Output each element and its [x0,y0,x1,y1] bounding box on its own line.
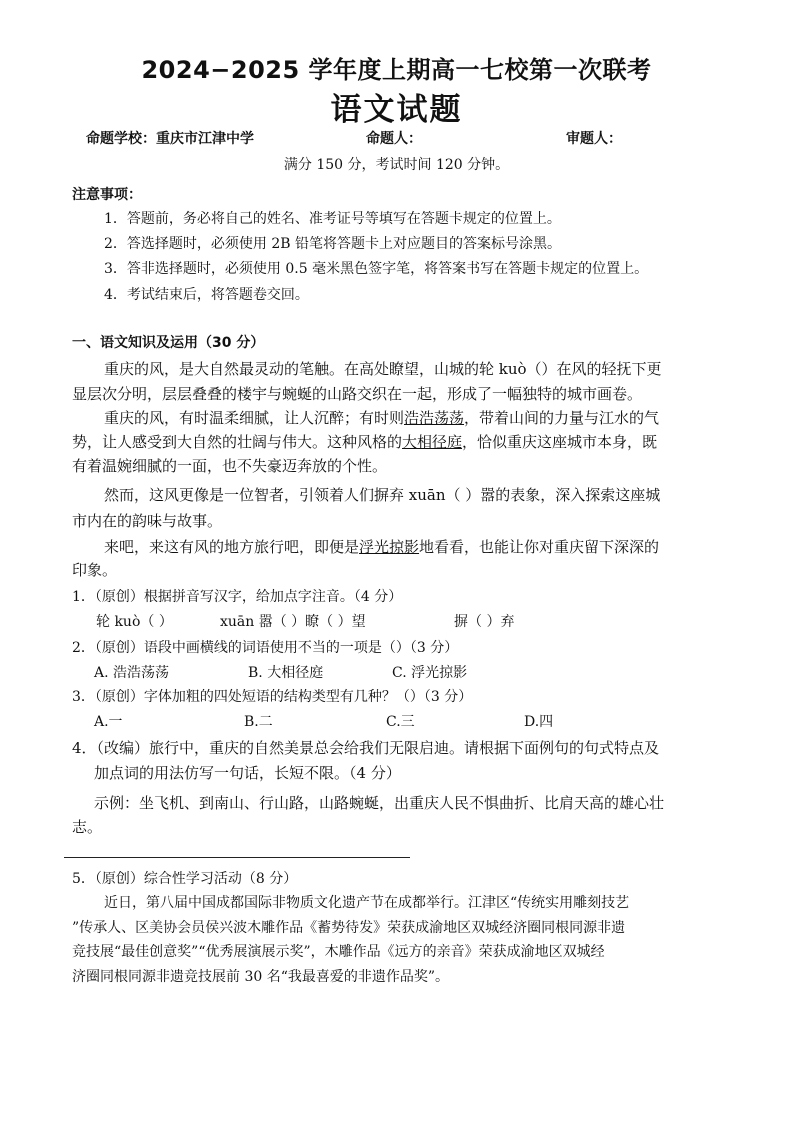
q3-option: C.三 [386,714,415,730]
passage-line: 有着温婉细腻的一面，也不失豪迈奔放的个性。 [72,457,388,475]
text-run: 来吧，来这有风的地方旅行吧，即便是 [104,538,360,556]
passage-line [104,536,659,557]
q5-text-line: 竞技展“最佳创意奖”“优秀展演展示奖”，木雕作品《远方的亲音》荣获成渝地区双城经 [72,944,605,960]
q3-option: D.四 [524,714,554,730]
q4-example: 示例：坐飞机、到南山、行山路，山路蜿蜒，出重庆人民不惧曲折、比肩天高的雄心壮 [94,794,665,812]
question-2: 2．（原创）语段中画横线的词语使用不当的一项是（）（3 分） [72,640,459,656]
q1-item: 摒（ ）弃 [454,614,515,630]
score-time: 满分 150 分，考试时间 120 分钟。 [283,157,510,173]
q3-option: B.二 [244,714,273,730]
question-4-cont: 加点词的用法仿写一句话，长短不限。（4 分） [94,764,401,782]
subject-title: 语文试题 [330,92,463,128]
question-5: 5．（原创）综合性学习活动（8 分） [72,871,298,887]
notice-item: 4．考试结束后，将答题卷交回。 [104,287,309,303]
q5-text-line: 济圈同根同源非遗竞技展前 30 名“我最喜爱的非遗作品奖”。 [72,969,450,985]
text-run: ，恰似重庆这座城市本身，既 [462,433,658,451]
question-4: 4．（改编）旅行中，重庆的自然美景总会给我们无限启迪。请根据下面例句的句式特点及 [72,739,660,757]
text-run: 势，让人感受到大自然的壮阔与伟大。这种风格的 [72,433,403,451]
passage-line: 市内在的韵味与故事。 [72,512,223,530]
section-heading: 一、语文知识及运用（30 分） [72,335,265,351]
question-3: 3．（原创）字体加粗的四处短语的结构类型有几种？（）（3 分） [72,689,473,705]
passage-line: 印象。 [72,561,118,579]
notice-item: 1．答题前，务必将自己的姓名、准考证号等填写在答题卡规定的位置上。 [104,211,561,227]
q2-option: A. 浩浩荡荡 [94,665,170,681]
text-run: 重庆的风，有时温柔细腻，让人沉醉；有时则 [104,409,405,427]
q1-item: xuān 嚣（ ）瞭（ ）望 [220,614,366,630]
q4-example-cont: 志。 [72,818,103,836]
passage-line: 然而，这风更像是一位智者，引领着人们摒弃 xuān（ ）嚣的表象，深入探索这座城 [104,486,661,504]
question-1: 1．（原创）根据拼音写汉字，给加点字注音。（4 分） [72,589,403,605]
school-label: 命题学校：重庆市江津中学 [86,131,254,147]
underlined-phrase: 浩浩荡荡 [404,409,465,427]
text-run: 地看看，也能让你对重庆留下深深的 [419,538,660,556]
exam-title: 2024−2025 学年度上期高一七校第一次联考 [141,56,652,84]
underlined-phrase: 浮光掠影 [359,538,420,556]
text-run: ，带着山间的力量与江水的气 [464,409,660,427]
reviewer-label: 审题人： [566,131,622,147]
passage-line [72,431,657,452]
q5-text-line: ”传承人、区美协会员侯兴波木雕作品《蓄势待发》荣获成渝地区双城经济圈同根同源非遗 [72,920,626,936]
passage-line [104,407,659,428]
q3-option: A.一 [94,714,123,730]
q2-option: B. 大相径庭 [248,665,324,681]
author-label: 命题人： [366,131,422,147]
notice-heading: 注意事项： [72,187,142,203]
passage-line: 显层次分明，层层叠叠的楼宇与蜿蜒的山路交织在一起，形成了一幅独特的城市画卷。 [72,385,643,403]
q2-option: C. 浮光掠影 [392,665,468,681]
q1-item: 轮 kuò（ ） [96,614,173,630]
passage-line: 重庆的风，是大自然最灵动的笔触。在高处瞭望，山城的轮 kuò（）在风的轻抚下更 [104,360,662,378]
separator-line [64,857,410,858]
notice-item: 2．答选择题时，必须使用 2B 铅笔将答题卡上对应题目的答案标号涂黑。 [104,236,562,252]
underlined-phrase: 大相径庭 [402,433,463,451]
q5-text-line: 近日，第八届中国成都国际非物质文化遗产节在成都举行。江津区“传统实用雕刻技艺 [104,895,630,911]
notice-item: 3．答非选择题时，必须使用 0.5 毫米黑色签字笔，将答案书写在答题卡规定的位置上。 [104,261,649,277]
